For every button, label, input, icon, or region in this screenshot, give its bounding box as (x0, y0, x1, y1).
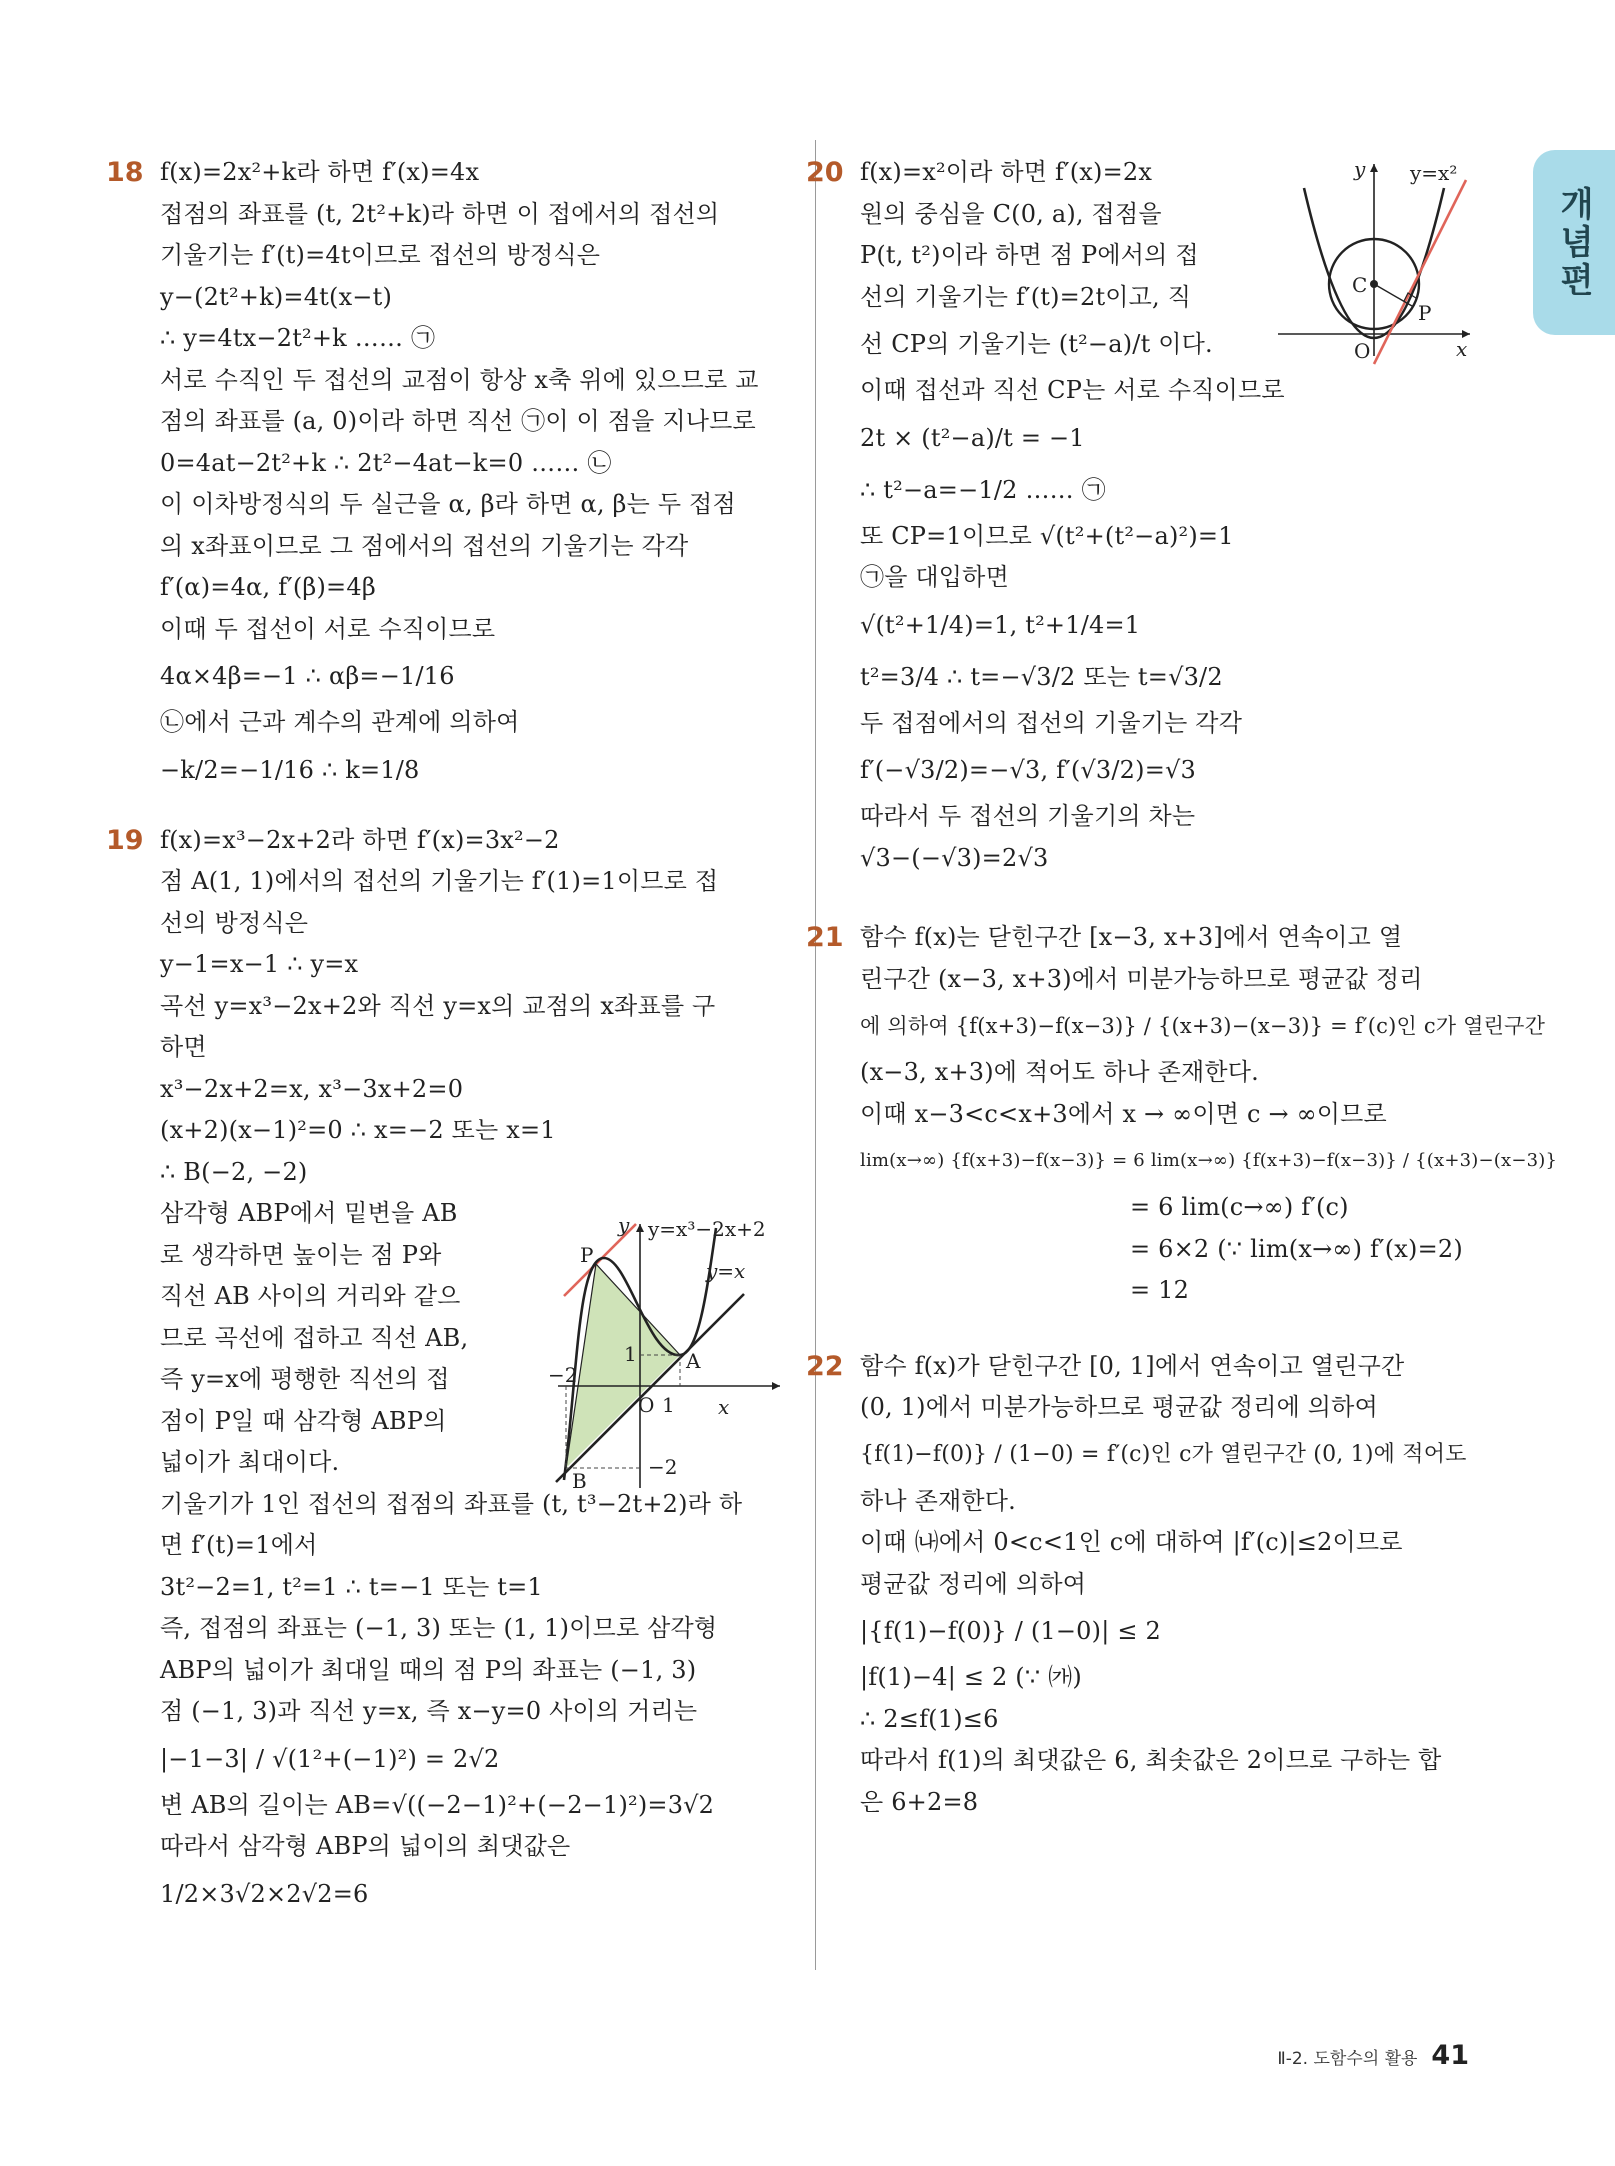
problem-18 (106, 152, 780, 796)
text-line: 선의 기울기는 f′(t)=2t이고, 직 (860, 282, 1192, 311)
center-point (1370, 280, 1378, 288)
text-line: |{f(1)−f(0)} / (1−0)| ≤ 2 (860, 1617, 1161, 1645)
text-line: 4α×4β=−1 ∴ αβ=−1/16 (160, 662, 455, 690)
line-label: y=x (706, 1259, 746, 1283)
text-line: (x−3, x+3)에 적어도 하나 존재한다. (860, 1058, 1259, 1086)
text-line: 은 6+2=8 (860, 1787, 979, 1816)
text-line: 선 CP의 기울기는 (t²−a)/t 이다. (860, 330, 1213, 358)
text-line: 함수 f(x)는 닫힌구간 [x−3, x+3]에서 연속이고 열 (860, 923, 1403, 951)
text-line: = 6×2 (∵ lim(x→∞) f′(x)=2) (1130, 1234, 1463, 1263)
text-line: 의 x좌표이므로 그 점에서의 접선의 기울기는 각각 (160, 531, 689, 560)
curve-label: y=x² (1410, 161, 1458, 185)
text-line: 점이 P일 때 삼각형 ABP의 (160, 1406, 447, 1435)
problem-number: 21 (806, 922, 844, 953)
problem-number: 19 (106, 824, 144, 856)
origin-label: O (1354, 339, 1371, 363)
origin-label: O (638, 1393, 655, 1417)
text-line: 에 의하여 {f(x+3)−f(x−3)} / {(x+3)−(x−3)} = f′(c)인 c가 열린구간 (860, 1014, 1546, 1038)
text-line: 이때 접선과 직선 CP는 서로 수직이므로 (860, 376, 1285, 404)
tick-label: −2 (648, 1455, 678, 1479)
radius-cp (1374, 284, 1412, 306)
text-line: 0=4at−2t²+k ∴ 2t²−4at−k=0 …… ㉡ (160, 448, 612, 477)
text-line: |f(1)−4| ≤ 2 (∵ ㈎) (860, 1663, 1082, 1691)
text-line: y−(2t²+k)=4t(x−t) (160, 282, 393, 311)
y-axis-arrow-icon (1370, 164, 1378, 172)
text-line: lim(x→∞) {f(x+3)−f(x−3)} = 6 lim(x→∞) {f(x+3)−f(x−3)} / {(x+3)−(x−3)} (860, 1150, 1558, 1171)
text-line: = 12 (1130, 1276, 1190, 1304)
text-line: 따라서 두 접선의 기울기의 차는 (860, 802, 1196, 830)
text-line: 즉, 접점의 좌표는 (−1, 3) 또는 (1, 1)이므로 삼각형 (160, 1614, 718, 1642)
y-axis-arrow-icon (636, 1224, 644, 1232)
text-line: ∴ 2≤f(1)≤6 (860, 1704, 999, 1733)
x-axis-arrow-icon (772, 1382, 780, 1390)
text-line: 선의 방정식은 (160, 908, 309, 937)
point-label-a: A (686, 1349, 701, 1373)
text-line: 기울기는 f′(t)=4t이므로 접선의 방정식은 (160, 241, 601, 269)
page-number: 41 (1431, 2040, 1469, 2071)
text-line: = 6 lim(c→∞) f′(c) (1130, 1193, 1349, 1221)
text-line: 면 f′(t)=1에서 (160, 1531, 318, 1559)
problem-22 (806, 1346, 1480, 1824)
right-column (806, 152, 1558, 1847)
text-line: 즉 y=x에 평행한 직선의 접 (160, 1365, 450, 1393)
axis-label-y: y (1354, 158, 1366, 181)
axis-label-x: x (1456, 337, 1468, 361)
text-line: ∴ B(−2, −2) (160, 1157, 308, 1186)
text-line: {f(1)−f(0)} / (1−0) = f′(c)인 c가 열린구간 (0, 1)에 적어도 (860, 1441, 1467, 1467)
tick-label: 1 (662, 1393, 675, 1417)
text-line: 평균값 정리에 의하여 (860, 1569, 1087, 1598)
text-line: 로 생각하면 높이는 점 P와 (160, 1240, 442, 1269)
text-line: 삼각형 ABP에서 밑변을 AB (160, 1199, 458, 1227)
text-line: f(x)=x²이라 하면 f′(x)=2x (860, 158, 1153, 186)
text-line: 함수 f(x)가 닫힌구간 [0, 1]에서 연속이고 열린구간 (860, 1351, 1405, 1380)
text-line: 점의 좌표를 (a, 0)이라 하면 직선 ㉠이 이 점을 지나므로 (160, 407, 756, 435)
figure-19-graph (548, 1218, 788, 1498)
text-line: 므로 곡선에 접하고 직선 AB, (160, 1323, 469, 1352)
text-line: f(x)=x³−2x+2라 하면 f′(x)=3x²−2 (160, 825, 560, 854)
text-line: 기울기가 1인 접선의 접점의 좌표를 (t, t³−2t+2)라 하 (160, 1489, 743, 1518)
column-divider (815, 140, 816, 1970)
text-line: ABP의 넓이가 최대일 때의 점 P의 좌표는 (−1, 3) (160, 1655, 697, 1684)
text-line: 넓이가 최대이다. (160, 1448, 340, 1476)
text-line: t²=3/4 ∴ t=−√3/2 또는 t=√3/2 (860, 662, 1223, 691)
text-line: 이때 두 접선이 서로 수직이므로 (160, 614, 496, 643)
point-label-p: P (1418, 301, 1432, 325)
axis-label-y: y (618, 1218, 630, 1237)
text-line: ㉠을 대입하면 (860, 563, 1009, 591)
text-line: y−1=x−1 ∴ y=x (160, 950, 359, 978)
text-line: 또 CP=1이므로 √(t²+(t²−a)²)=1 (860, 521, 1234, 550)
text-line: 3t²−2=1, t²=1 ∴ t=−1 또는 t=1 (160, 1572, 543, 1601)
left-column (106, 152, 780, 1944)
text-line: f′(α)=4α, f′(β)=4β (160, 573, 376, 601)
text-line: |−1−3| / √(1²+(−1)²) = 2√2 (160, 1744, 500, 1773)
tick-label: −2 (548, 1363, 578, 1387)
point-label-c: C (1352, 273, 1368, 297)
page-footer (1277, 2040, 1469, 2071)
text-line: −k/2=−1/16 ∴ k=1/8 (160, 755, 420, 784)
section-tab: 개념편 (1533, 150, 1615, 335)
curve-label: y=x³−2x+2 (648, 1218, 766, 1241)
text-line: 변 AB의 길이는 AB=√((−2−1)²+(−2−1)²)=3√2 (160, 1790, 715, 1819)
text-line: ∴ y=4tx−2t²+k …… ㉠ (160, 324, 436, 352)
text-line: (0, 1)에서 미분가능하므로 평균값 정리에 의하여 (860, 1393, 1378, 1421)
text-line: 서로 수직인 두 접선의 교점이 항상 x축 위에 있으므로 교 (160, 365, 759, 394)
text-line: 접점의 좌표를 (t, 2t²+k)라 하면 이 접에서의 접선의 (160, 199, 720, 228)
text-line: 하나 존재한다. (860, 1486, 1016, 1515)
tangent-line (1374, 180, 1466, 364)
text-line: 두 접점에서의 접선의 기울기는 각각 (860, 708, 1243, 737)
figure-20-graph (1270, 158, 1480, 368)
text-line: 1/2×3√2×2√2=6 (160, 1879, 369, 1908)
text-line: 점 A(1, 1)에서의 접선의 기울기는 f′(1)=1이므로 접 (160, 867, 719, 895)
text-line: ㉡에서 근과 계수의 관계에 의하여 (160, 708, 520, 736)
text-line: 린구간 (x−3, x+3)에서 미분가능하므로 평균값 정리 (860, 964, 1423, 993)
text-line: f(x)=2x²+k라 하면 f′(x)=4x (160, 158, 480, 186)
text-line: f′(−√3/2)=−√3, f′(√3/2)=√3 (860, 756, 1196, 784)
problem-number: 18 (106, 157, 144, 188)
text-line: ∴ t²−a=−1/2 …… ㉠ (860, 475, 1106, 504)
text-line: P(t, t²)이라 하면 점 P에서의 접 (860, 241, 1199, 269)
text-line: 곡선 y=x³−2x+2와 직선 y=x의 교점의 x좌표를 구 (160, 991, 716, 1020)
section-title: Ⅱ-2. 도함수의 활용 (1277, 2049, 1418, 2069)
problem-21 (806, 917, 1558, 1312)
point-label-b: B (572, 1469, 587, 1493)
text-line: 이 이차방정식의 두 실근을 α, β라 하면 α, β는 두 접점 (160, 490, 736, 518)
text-line: 2t × (t²−a)/t = −1 (860, 423, 1085, 452)
axis-label-x: x (718, 1395, 730, 1419)
text-line: √3−(−√3)=2√3 (860, 843, 1049, 872)
text-line: 하면 (160, 1033, 207, 1061)
text-line: 따라서 삼각형 ABP의 넓이의 최댓값은 (160, 1832, 571, 1860)
text-line: 따라서 f(1)의 최댓값은 6, 최솟값은 2이므로 구하는 합 (860, 1746, 1442, 1774)
problem-number: 20 (806, 157, 844, 188)
point-label-p: P (580, 1243, 594, 1267)
text-line: 직선 AB 사이의 거리와 같으 (160, 1282, 461, 1310)
text-line: 이때 x−3<c<x+3에서 x → ∞이면 c → ∞이므로 (860, 1099, 1387, 1128)
tick-label: 1 (624, 1342, 637, 1366)
text-line: x³−2x+2=x, x³−3x+2=0 (160, 1074, 464, 1103)
text-line: 원의 중심을 C(0, a), 접점을 (860, 199, 1162, 228)
text-line: √(t²+1/4)=1, t²+1/4=1 (860, 610, 1141, 639)
text-line: (x+2)(x−1)²=0 ∴ x=−2 또는 x=1 (160, 1116, 556, 1144)
problem-number: 22 (806, 1350, 844, 1382)
text-line: 점 (−1, 3)과 직선 y=x, 즉 x−y=0 사이의 거리는 (160, 1697, 698, 1725)
text-line: 이때 ㈏에서 0<c<1인 c에 대하여 |f′(c)|≤2이므로 (860, 1528, 1403, 1556)
